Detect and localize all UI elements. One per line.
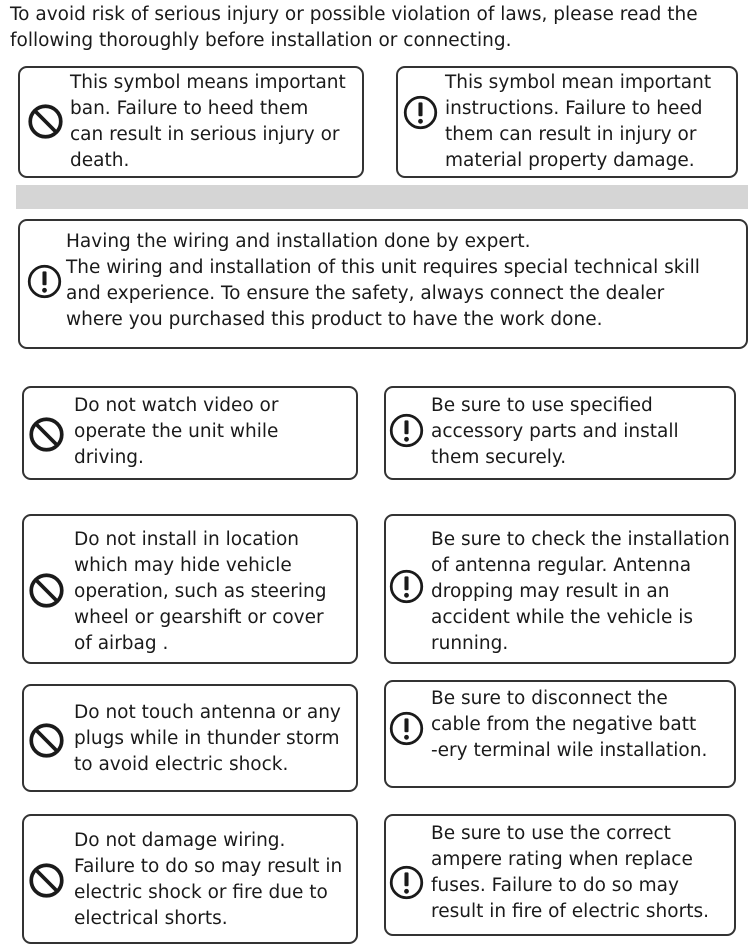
text-line: Having the wiring and installation done by expert. (66, 231, 531, 252)
text-line: of antenna regular. Antenna (431, 555, 692, 576)
text-line: Be sure to check the installation (431, 529, 730, 550)
expert-notice-text (66, 229, 700, 333)
prohibited-icon (28, 722, 65, 759)
text-line: operate the unit while (74, 421, 279, 442)
text-line: operation, such as steering (74, 581, 327, 602)
prohibited-icon (28, 416, 65, 453)
text-line: Do not damage wiring. (74, 830, 286, 851)
text-line: result in fire of electric shorts. (431, 901, 709, 922)
text-line: running. (431, 633, 509, 654)
exclamation-icon (388, 568, 425, 605)
text-line: This symbol means important (70, 72, 346, 93)
warning-text (431, 393, 679, 471)
text-line: Be sure to use specified (431, 395, 653, 416)
text-line: This symbol mean important (445, 72, 712, 93)
text-line: and experience. To ensure the safety, always connect the dealer (66, 283, 665, 304)
intro-text (10, 2, 750, 54)
warning-box-install-location (22, 514, 358, 664)
intro-line-2: following thoroughly before installation or connecting. (10, 30, 512, 51)
text-line: Do not install in location (74, 529, 300, 550)
text-line: Do not touch antenna or any (74, 702, 341, 723)
warning-text (74, 828, 342, 932)
text-line: which may hide vehicle (74, 555, 292, 576)
warning-box-damage-wiring (22, 814, 358, 944)
warning-box-thunder-storm (22, 684, 358, 792)
legend-instruction-box (396, 66, 738, 178)
text-line: instructions. Failure to heed (445, 98, 703, 119)
text-line: electrical shorts. (74, 908, 228, 929)
warning-box-ampere-rating (384, 814, 736, 936)
intro-line-1: To avoid risk of serious injury or possible violation of laws, please read the (10, 4, 698, 25)
text-line: driving. (74, 447, 144, 468)
legend-ban-text (70, 70, 346, 174)
text-line: electric shock or fire due to (74, 882, 328, 903)
exclamation-icon (388, 412, 425, 449)
prohibited-icon (27, 103, 64, 140)
text-line: death. (70, 150, 130, 171)
text-line: -ery terminal wile installation. (431, 740, 708, 761)
warning-box-accessory-parts (384, 386, 736, 480)
text-line: The wiring and installation of this unit requires special technical skill (66, 257, 700, 278)
exclamation-icon (26, 263, 63, 300)
legend-ban-box (18, 66, 364, 178)
text-line: ban. Failure to heed them (70, 98, 309, 119)
warning-text (74, 527, 326, 657)
exclamation-icon (388, 710, 425, 747)
exclamation-icon (388, 864, 425, 901)
text-line: accessory parts and install (431, 421, 679, 442)
text-line: them securely. (431, 447, 567, 468)
divider-bar (16, 185, 748, 209)
warning-text (74, 393, 278, 471)
warning-text (431, 686, 707, 764)
text-line: cable from the negative batt (431, 714, 697, 735)
text-line: Do not watch video or (74, 395, 279, 416)
text-line: ampere rating when replace (431, 849, 693, 870)
warning-box-watch-video (22, 386, 358, 480)
legend-instruction-text (445, 70, 711, 174)
prohibited-icon (28, 862, 65, 899)
text-line: Be sure to disconnect the (431, 688, 668, 709)
text-line: Failure to do so may result in (74, 856, 343, 877)
text-line: to avoid electric shock. (74, 754, 289, 775)
text-line: plugs while in thunder storm (74, 728, 340, 749)
text-line: dropping may result in an (431, 581, 670, 602)
warning-text (74, 700, 341, 778)
text-line: can result in serious injury or (70, 124, 340, 145)
text-line: accident while the vehicle is (431, 607, 693, 628)
text-line: of airbag . (74, 633, 169, 654)
warning-box-disconnect-cable (384, 680, 736, 788)
text-line: fuses. Failure to do so may (431, 875, 679, 896)
text-line: Be sure to use the correct (431, 823, 671, 844)
text-line: wheel or gearshift or cover (74, 607, 324, 628)
warning-text (431, 527, 730, 657)
text-line: material property damage. (445, 150, 695, 171)
expert-notice-box (18, 219, 748, 349)
exclamation-icon (402, 94, 439, 131)
prohibited-icon (28, 572, 65, 609)
text-line: where you purchased this product to have the work done. (66, 309, 603, 330)
warning-text (431, 821, 709, 925)
warning-box-antenna-check (384, 514, 736, 664)
text-line: them can result in injury or (445, 124, 697, 145)
